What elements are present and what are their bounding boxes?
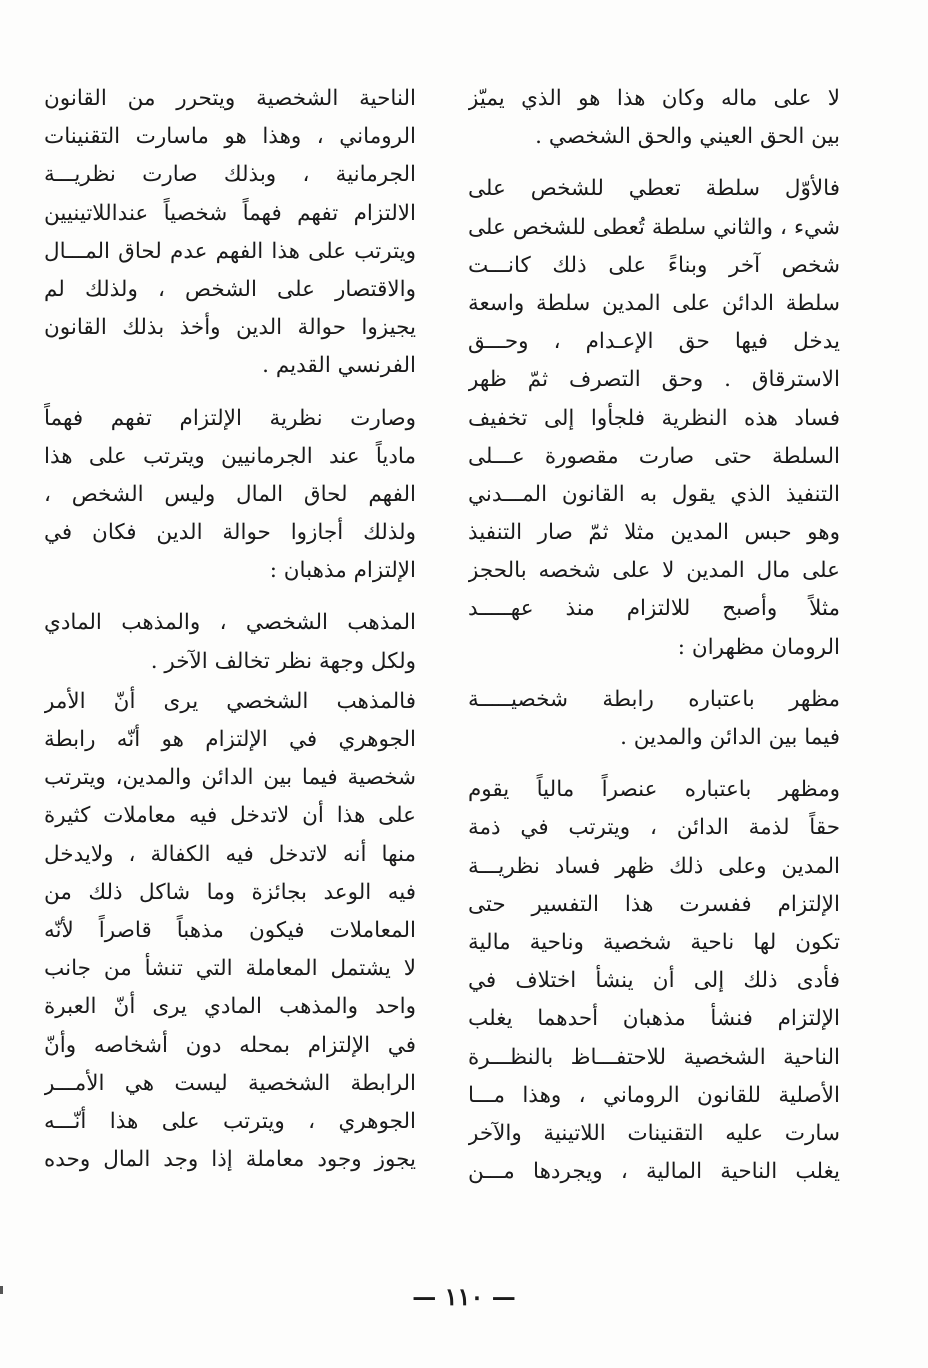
text-line: يدخل فيها حق الإعـدام ، وحـــق xyxy=(468,329,840,355)
text-line: وصارت نظرية الإلتزام تفهم فهماً xyxy=(44,405,416,431)
text-line: منها أنه لاتدخل فيه الكفالة ، ولايدخل xyxy=(44,841,416,867)
text-line: الأصلية للقانون الروماني ، وهذا مـــا xyxy=(468,1082,840,1108)
left-column xyxy=(44,80,416,1179)
text-line: مادياً عند الجرمانيين ويترتب على هذا xyxy=(44,443,416,469)
text-line: شخصية فيما بين الدائن والمدين، ويترتب xyxy=(44,765,416,791)
text-line: يغلب الناحية المالية ، ويجردها مـــن xyxy=(468,1159,840,1185)
page-number-dash: — xyxy=(491,1282,516,1311)
text-line: المعاملات فيكون مذهباً قاصراً لأنّه xyxy=(44,917,416,943)
text-line: ولكل وجهة نظر تخالف الآخر . xyxy=(150,648,416,674)
page-number-dash: — xyxy=(412,1282,437,1311)
text-line: السلطة حتى صارت مقصورة عـــلى xyxy=(468,443,840,469)
text-line: مظهر باعتباره رابطة شخصيـــــة xyxy=(468,686,840,712)
text-line: شيء ، والثاني سلطة تُعطى للشخص على xyxy=(468,214,840,240)
text-line: الناحية الشخصية ويتحرر من القانون xyxy=(44,86,416,111)
text-line: الفهم لحاق المال وليس الشخص ، xyxy=(44,481,416,507)
text-line: في الإلتزام بمحله دون أشخاصه وأنّ xyxy=(44,1032,416,1058)
text-line: مثلاً وأصبح للالتزام منذ عهـــــد xyxy=(468,596,840,622)
page-number-value: ١١٠ xyxy=(444,1282,484,1311)
text-line: التنفيذ الذي يقول به القانون المـــدني xyxy=(468,481,840,507)
text-line: الالتزام تفهم فهماً شخصياً عنداللاتينيين xyxy=(44,200,416,226)
text-line: يجوز وجود معاملة إذا وجد المال وحده xyxy=(44,1147,416,1173)
text-line: الفرنسي القديم . xyxy=(262,353,416,379)
text-line: فيما بين الدائن والمدين . xyxy=(620,725,840,750)
text-line: سارت عليه التقنينات اللاتينية والآخر xyxy=(468,1120,840,1146)
text-line: يجيزوا حوالة الدين وأخذ بذلك القانون xyxy=(44,315,416,341)
text-line: الروماني ، وهذا هو ماسارت التقنينات xyxy=(44,124,416,150)
text-line: سلطة الدائن على المدين سلطة واسعة xyxy=(468,290,840,316)
text-line: بين الحق العيني والحق الشخصي . xyxy=(535,124,840,150)
text-line: الناحية الشخصية للاحتفـــاظ بالنظـــرة xyxy=(468,1044,840,1070)
text-line: الإلتزام ففسرت هذا التفسير حتى xyxy=(468,891,840,917)
right-column xyxy=(468,80,840,1191)
text-line: والاقتصار على الشخص ، ولذلك لم xyxy=(44,276,416,302)
text-line: الرابطة الشخصية ليست هي الأمـــر xyxy=(44,1070,416,1096)
text-line: تكون لها ناحية شخصية وناحية مالية xyxy=(468,929,840,955)
text-line: الجرمانية ، وبذلك صارت نظريـــة xyxy=(44,162,416,188)
text-line: فأدى ذلك إلى أن ينشأ اختلاف في xyxy=(468,968,840,994)
text-line: على هذا أن لاتدخل فيه معاملات كثيرة xyxy=(44,803,416,829)
text-line: فيه الوعد بجائزة وما شاكل ذلك من xyxy=(44,879,416,905)
text-line: المدين وعلى ذلك ظهر فساد نظريـــة xyxy=(468,853,840,879)
text-line: الجوهري ، ويترتب على هذا أنّـــه xyxy=(44,1108,416,1134)
text-line: ويترتب على هذا الفهم عدم لحاق المـــال xyxy=(44,238,416,264)
text-line: فساد هذه النظرية فلجأوا إلى تخفيف xyxy=(468,405,840,431)
text-line: الإلتزام فنشأ مذهبان أحدهما يغلب xyxy=(468,1006,840,1032)
text-line: الإلتزام مذهبان : xyxy=(269,558,416,584)
text-line: الرومان مظهران : xyxy=(677,634,840,660)
text-line: وهو حبس المدين مثلا ثمّ صار التنفيذ xyxy=(468,520,840,546)
text-line: حقاً لذمة الدائن ، ويترتب في ذمة xyxy=(468,815,840,841)
text-line: الاسترقاق . وحق التصرف ثمّ ظهر xyxy=(468,367,840,393)
text-line: فالمذهب الشخصي يرى أنّ الأمر xyxy=(44,688,416,714)
text-line: المذهب الشخصي ، والمذهب المادي xyxy=(44,610,416,636)
text-line: واحد والمذهب المادي يرى أنّ العبرة xyxy=(44,994,416,1020)
text-line: فالأوّل سلطة تعطي للشخص على xyxy=(468,176,840,202)
text-line: الجوهري في الإلتزام هو أنّه رابطة xyxy=(44,727,416,752)
text-line: ولذلك أجازوا حوالة الدين فكان في xyxy=(44,520,416,546)
text-line: على مال المدين لا على شخصه بالحجز xyxy=(468,558,840,584)
text-line: لا على ماله وكان هذا هو الذي يميّز xyxy=(468,86,840,111)
text-line: شخص آخر وبناءً على ذلك كانـــت xyxy=(468,252,840,278)
scan-edge-mark xyxy=(0,1286,3,1294)
text-line: ومظهر باعتباره عنصراً مالياً يقوم xyxy=(468,777,840,803)
text-line: لا يشتمل المعاملة التي تنشأ من جانب xyxy=(44,956,416,982)
page-number xyxy=(0,1282,928,1311)
